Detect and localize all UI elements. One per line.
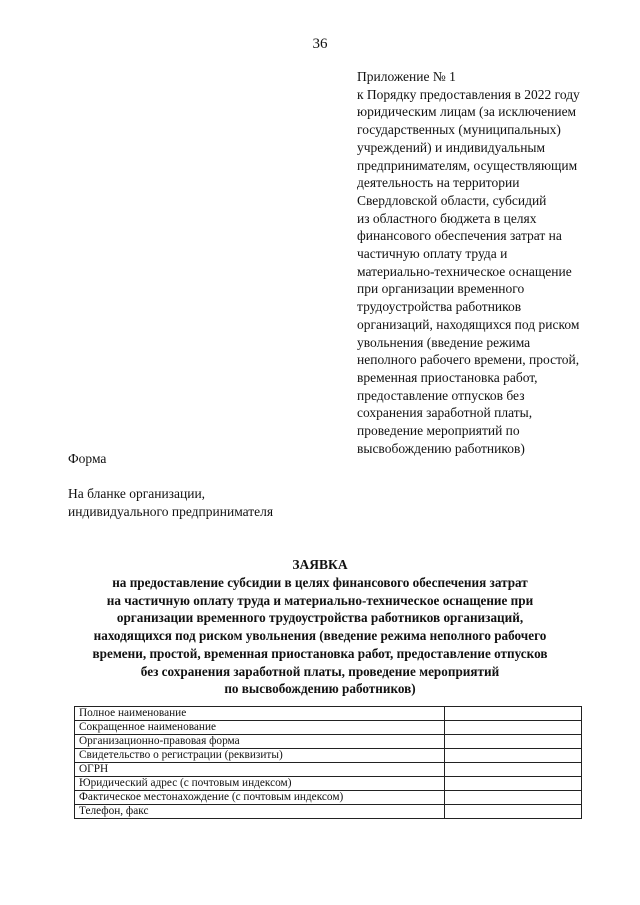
appendix-line: высвобождению работников) (357, 440, 525, 456)
appendix-line: материально-техническое оснащение (357, 263, 572, 279)
letterhead-line: индивидуального предпринимателя (68, 504, 274, 519)
subtitle-line: по высвобождению работников) (224, 681, 416, 697)
subtitle-line: находящихся под риском увольнения (введение режима неполного рабочего (93, 628, 547, 644)
letterhead-note (68, 485, 273, 521)
appendix-line: при организации временного (357, 281, 525, 297)
table-row (75, 735, 582, 749)
row-label: Полное наименование (75, 707, 445, 721)
table-row (75, 777, 582, 791)
table-row (75, 707, 582, 721)
appendix-line: организаций, находящихся под риском (357, 316, 580, 332)
row-label: Свидетельство о регистрации (реквизиты) (75, 749, 445, 763)
table-row (75, 791, 582, 805)
row-label: Организационно-правовая форма (75, 735, 445, 749)
appendix-line: к Порядку предоставления в 2022 году (357, 86, 580, 102)
table-row (75, 721, 582, 735)
row-label: Фактическое местонахождение (с почтовым индексом) (75, 791, 445, 805)
appendix-line: предоставление отпусков без (357, 387, 525, 403)
appendix-line: частичную оплату труда и (357, 246, 508, 262)
page-number: 36 (312, 36, 328, 52)
document-subtitle (40, 574, 600, 698)
appendix-line: из областного бюджета в целях (357, 210, 537, 226)
row-value-cell[interactable] (445, 721, 582, 735)
appendix-line: учреждений) и индивидуальным (357, 139, 546, 155)
letterhead-line: На бланке организации, (68, 486, 206, 501)
appendix-line: Приложение № 1 (357, 69, 456, 84)
appendix-note (357, 68, 627, 457)
document-title: ЗАЯВКА (292, 557, 348, 572)
appendix-line: государственных (муниципальных) (357, 122, 561, 138)
row-value-cell[interactable] (445, 763, 582, 777)
subtitle-line: на частичную оплату труда и материально-техническое оснащение при (106, 592, 534, 608)
table-row (75, 763, 582, 777)
appendix-line: трудоустройства работников (357, 299, 522, 315)
subtitle-line: на предоставление субсидии в целях финансового обеспечения затрат (112, 575, 528, 590)
row-value-cell[interactable] (445, 735, 582, 749)
applicant-info-table (74, 706, 582, 819)
appendix-line: Свердловской области, субсидий (357, 192, 547, 208)
appendix-line: финансового обеспечения затрат на (357, 228, 562, 244)
appendix-line: увольнения (введение режима (357, 334, 531, 350)
appendix-line: сохранения заработной платы, (357, 405, 533, 421)
table-row (75, 749, 582, 763)
appendix-line: предпринимателям, осуществляющим (357, 157, 578, 173)
appendix-line: юридическим лицам (за исключением (357, 104, 577, 120)
table-row (75, 805, 582, 819)
form-label: Форма (68, 451, 107, 466)
subtitle-line: без сохранения заработной платы, проведение мероприятий (140, 663, 500, 679)
row-value-cell[interactable] (445, 805, 582, 819)
row-value-cell[interactable] (445, 749, 582, 763)
appendix-line: временная приостановка работ, (357, 369, 538, 385)
subtitle-line: организации временного трудоустройства работников организаций, (116, 610, 524, 626)
row-label: Юридический адрес (с почтовым индексом) (75, 777, 445, 791)
row-value-cell[interactable] (445, 791, 582, 805)
row-value-cell[interactable] (445, 777, 582, 791)
appendix-line: проведение мероприятий по (357, 423, 520, 439)
subtitle-line: времени, простой, временная приостановка работ, предоставление отпусков (92, 645, 548, 661)
appendix-line: неполного рабочего времени, простой, (357, 352, 580, 368)
row-value-cell[interactable] (445, 707, 582, 721)
row-label: Сокращенное наименование (75, 721, 445, 735)
appendix-line: деятельность на территории (357, 175, 520, 191)
row-label: Телефон, факс (75, 805, 445, 819)
row-label: ОГРН (75, 763, 445, 777)
